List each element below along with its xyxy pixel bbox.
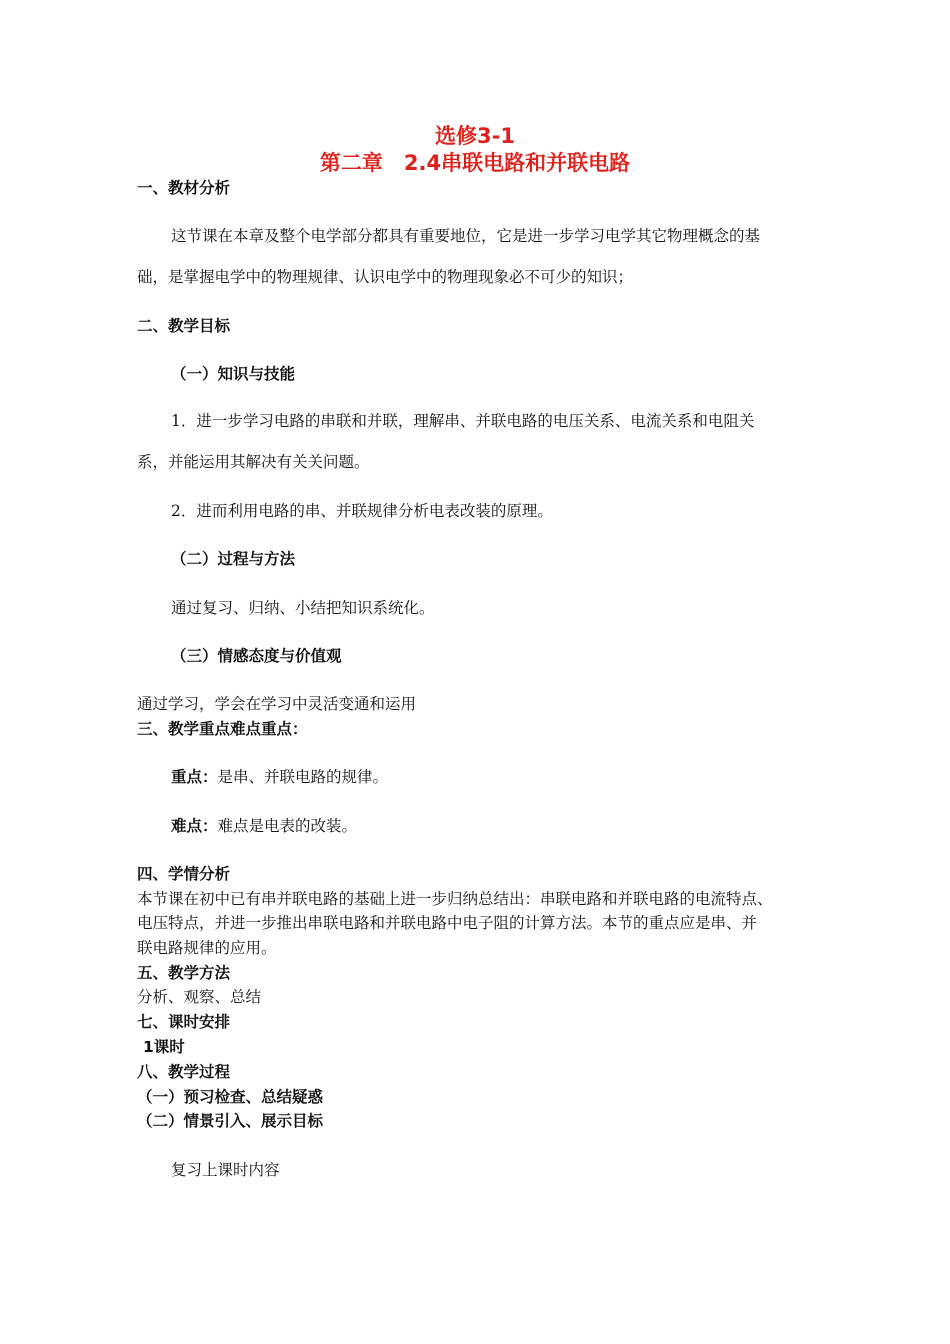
paragraph-line: 通过复习、归纳、小结把知识系统化。 — [171, 599, 435, 617]
paragraph-line: 1课时 — [143, 1038, 185, 1056]
subsection-heading: （一）预习检查、总结疑惑 — [137, 1088, 324, 1106]
paragraph-line: 电压特点，并进一步推出串联电路和并联电路中电子阻的计算方法。本节的重点应是串、并 — [137, 914, 758, 932]
difficulty-label: 难点： — [171, 817, 218, 835]
section-heading-5: 五、教学方法 — [137, 964, 231, 982]
subsection-heading: （二）过程与方法 — [171, 550, 296, 568]
subsection-heading: （三）情感态度与价值观 — [171, 647, 342, 665]
key-point-text: 是串、并联电路的规律。 — [217, 768, 389, 786]
paragraph-line: 系，并能运用其解决有关关问题。 — [137, 453, 370, 471]
doc-title-line1: 选修3-1 — [435, 124, 515, 148]
key-point-line — [171, 766, 388, 788]
difficulty-line — [171, 815, 357, 837]
section-heading-4: 四、学情分析 — [137, 865, 231, 883]
paragraph-line: 1．进一步学习电路的串联和并联，理解串、并联电路的电压关系、电流关系和电阻关 — [171, 412, 755, 430]
paragraph-line: 分析、观察、总结 — [137, 988, 262, 1006]
subsection-heading: （一）知识与技能 — [171, 365, 296, 383]
paragraph-line: 通过学习，学会在学习中灵活变通和运用 — [137, 695, 417, 713]
section-heading-2: 二、教学目标 — [137, 317, 231, 335]
paragraph-line: 2．进而利用电路的串、并联规律分析电表改装的原理。 — [171, 502, 553, 520]
key-point-label: 重点： — [171, 768, 218, 786]
paragraph-line: 联电路规律的应用。 — [137, 939, 277, 957]
doc-title-line2: 第二章 2.4串联电路和并联电路 — [319, 151, 631, 175]
section-heading-8: 八、教学过程 — [137, 1063, 231, 1081]
subsection-heading: （二）情景引入、展示目标 — [137, 1112, 324, 1130]
difficulty-text: 难点是电表的改装。 — [217, 817, 358, 835]
section-heading-3: 三、教学重点难点重点： — [137, 720, 308, 738]
paragraph-line: 本节课在初中已有串并联电路的基础上进一步归纳总结出：串联电路和并联电路的电流特点、 — [137, 890, 773, 908]
section-heading-1: 一、教材分析 — [137, 179, 231, 197]
paragraph-line: 复习上课时内容 — [171, 1161, 280, 1179]
paragraph-line: 础，是掌握电学中的物理规律、认识电学中的物理现象必不可少的知识； — [137, 268, 634, 286]
section-heading-7: 七、课时安排 — [137, 1013, 231, 1031]
paragraph-line: 这节课在本章及整个电学部分都具有重要地位，它是进一步学习电学其它物理概念的基 — [171, 227, 761, 245]
